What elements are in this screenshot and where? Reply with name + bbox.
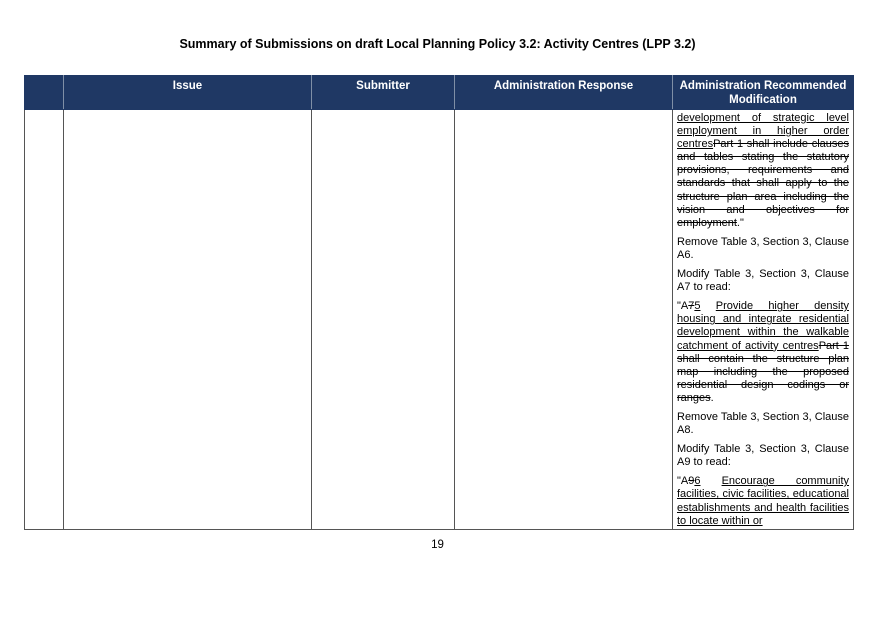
cell-recommended-modification — [673, 110, 854, 530]
clause-space — [701, 475, 722, 487]
inserted-text: Provide higher density housing and integrate residential development within the walkable catchment of activity centres — [677, 300, 850, 352]
header-administration-response: Administration Response — [455, 76, 673, 110]
inserted-clause-number: 6 — [694, 475, 701, 488]
clause-space — [701, 300, 716, 312]
submissions-table — [24, 75, 854, 530]
inserted-clause-number: 5 — [694, 300, 701, 313]
modification-paragraph — [677, 475, 849, 527]
cell-number — [25, 110, 64, 530]
inserted-text: development of strategic level employment in higher order centres — [677, 112, 849, 151]
deleted-clause-number: 7 — [688, 300, 695, 313]
clause-lead: "A — [677, 300, 689, 313]
table-header-row — [25, 76, 854, 110]
paragraph-tail: . — [710, 391, 714, 404]
modification-paragraph — [677, 300, 849, 405]
header-recommended-modification: Administration Recommended Modification — [673, 76, 854, 110]
modification-paragraph — [677, 112, 849, 230]
header-submitter: Submitter — [312, 76, 455, 110]
modification-paragraph: Remove Table 3, Section 3, Clause A8. — [677, 410, 849, 437]
modification-paragraph: Remove Table 3, Section 3, Clause A6. — [677, 235, 849, 261]
deleted-text: Part 1 shall include clauses and tables stating the statutory provisions, requirements and standards that shall apply to the structure plan area including the vision and objectives for employment — [677, 138, 849, 229]
header-number — [25, 76, 64, 110]
cell-submitter — [312, 110, 455, 530]
modification-paragraph: Modify Table 3, Section 3, Clause A7 to read: — [677, 268, 849, 294]
modification-paragraph: Modify Table 3, Section 3, Clause A9 to read: — [677, 443, 849, 469]
cell-issue — [64, 110, 312, 530]
deleted-text: Part 1 shall contain the structure plan map including the proposed residential design codings or ranges — [677, 339, 849, 404]
cell-administration-response — [455, 110, 673, 530]
page-title: Summary of Submissions on draft Local Planning Policy 3.2: Activity Centres (LPP 3.2) — [179, 37, 696, 51]
paragraph-tail: ." — [736, 216, 744, 229]
table-row — [25, 110, 854, 530]
page-number: 19 — [431, 539, 444, 551]
clause-lead: "A — [677, 475, 689, 488]
deleted-clause-number: 9 — [688, 475, 695, 488]
inserted-text: Encourage community facilities, civic facilities, educational establishments and health facilities to locate within or — [677, 475, 849, 527]
header-issue: Issue — [64, 76, 312, 110]
